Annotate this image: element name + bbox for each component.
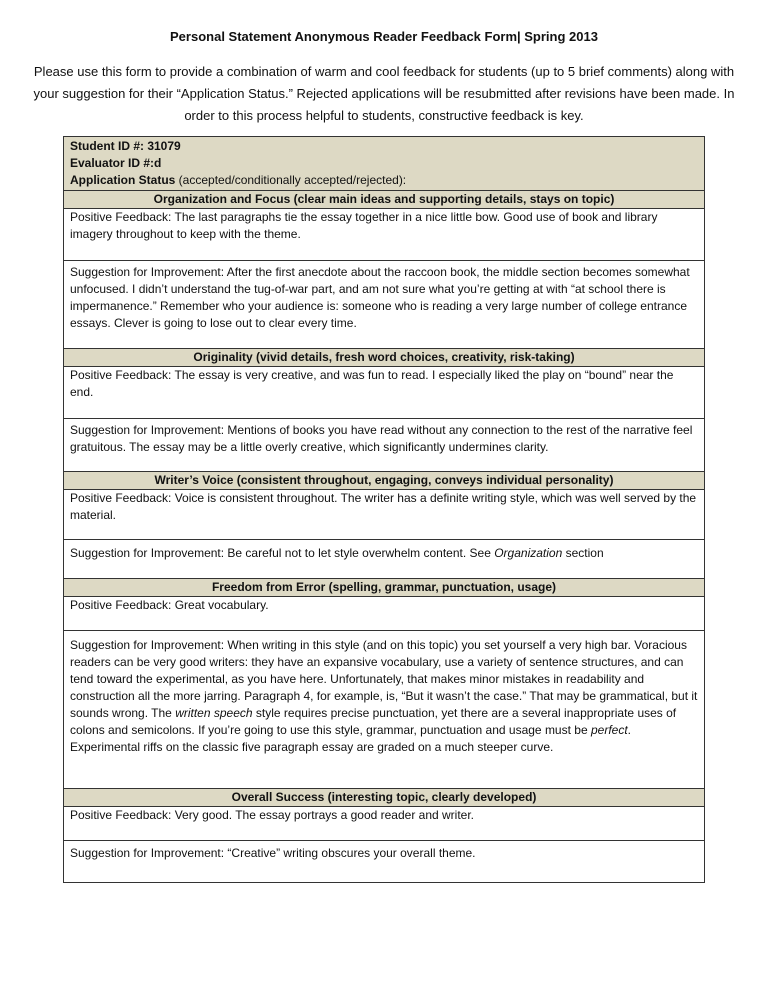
suggestion-overall: Suggestion for Improvement: “Creative” writing obscures your overall theme. — [64, 841, 705, 883]
feedback-table — [63, 136, 705, 883]
application-status-label: Application Status — [70, 173, 176, 187]
suggestion-errors-emphasis-1: written speech — [175, 706, 253, 720]
suggestion-errors-text-c: . Experimental riffs on the classic five paragraph essay are graded on a much steeper curve. — [70, 723, 631, 754]
suggestion-voice-emphasis: Organization — [494, 546, 563, 560]
positive-feedback-voice: Positive Feedback: Voice is consistent throughout. The writer has a definite writing style, which was well served by the material. — [64, 490, 705, 540]
suggestion-errors — [64, 631, 705, 789]
positive-feedback-originality: Positive Feedback: The essay is very creative, and was fun to read. I especially liked the play on “bound” near the end. — [64, 367, 705, 419]
form-title: Personal Statement Anonymous Reader Feedback Form| Spring 2013 — [170, 29, 598, 44]
suggestion-errors-text-b: style requires precise punctuation, yet there are a several inappropriate uses of colons and semicolons. If you’re going to use this style, grammar, punctuation and usage must be — [70, 706, 677, 737]
section-heading-errors: Freedom from Error (spelling, grammar, punctuation, usage) — [64, 579, 705, 597]
suggestion-errors-text-a: Suggestion for Improvement: When writing in this style (and on this topic) you set yourself a very high bar. Voracious readers can be very good writers: they have an expansive vocabulary, use a variety of sentence structures, and can tend toward the experimental, as you have here. Unfortunately, that makes minor mistakes in readability and construction all the more jarring. Paragraph 4, for example, is, “But it wasn’t the case.” That may be grammatical, but it sounds wrong. The — [70, 638, 698, 720]
section-heading-originality: Originality (vivid details, fresh word choices, creativity, risk-taking) — [64, 349, 705, 367]
suggestion-voice-tail: section — [562, 546, 604, 560]
positive-feedback-overall: Positive Feedback: Very good. The essay portrays a good reader and writer. — [64, 807, 705, 841]
section-heading-overall: Overall Success (interesting topic, clearly developed) — [64, 789, 705, 807]
suggestion-errors-emphasis-2: perfect — [590, 723, 628, 737]
application-status-options: (accepted/conditionally accepted/rejected): — [175, 173, 407, 187]
suggestion-voice-text: Suggestion for Improvement: Be careful not to let style overwhelm content. See — [70, 546, 495, 560]
suggestion-voice — [64, 540, 705, 579]
suggestion-originality: Suggestion for Improvement: Mentions of books you have read without any connection to the rest of the narrative feel gratuitous. The essay may be a little overly creative, which significantly undermines clarity. — [64, 419, 705, 472]
evaluator-id: Evaluator ID #:d — [70, 156, 162, 170]
positive-feedback-errors: Positive Feedback: Great vocabulary. — [64, 597, 705, 631]
student-info-block — [64, 137, 705, 191]
section-heading-organization: Organization and Focus (clear main ideas and supporting details, stays on topic) — [64, 191, 705, 209]
section-heading-voice: Writer’s Voice (consistent throughout, engaging, conveys individual personality) — [64, 472, 705, 490]
suggestion-organization: Suggestion for Improvement: After the first anecdote about the raccoon book, the middle section becomes somewhat unfocused. I didn’t understand the tug-of-war part, and am not sure what you’re getting at with “at school there is impermanence.” Remember who your audience is: someone who is reading a very large number of college entrance essays. Clever is going to lose out to clear every time. — [64, 261, 705, 349]
positive-feedback-organization: Positive Feedback: The last paragraphs tie the essay together in a nice little bow. Good use of book and library imagery throughout to keep with the theme. — [64, 209, 705, 261]
form-instructions: Please use this form to provide a combination of warm and cool feedback for students (up to 5 brief comments) along with your suggestion for their “Application Status.” Rejected applications will be resubmitted after revisions have been made. In order to this process helpful to students, constructive feedback is key. — [33, 64, 735, 123]
application-status — [70, 172, 698, 189]
student-id: Student ID #: 31079 — [70, 139, 181, 153]
